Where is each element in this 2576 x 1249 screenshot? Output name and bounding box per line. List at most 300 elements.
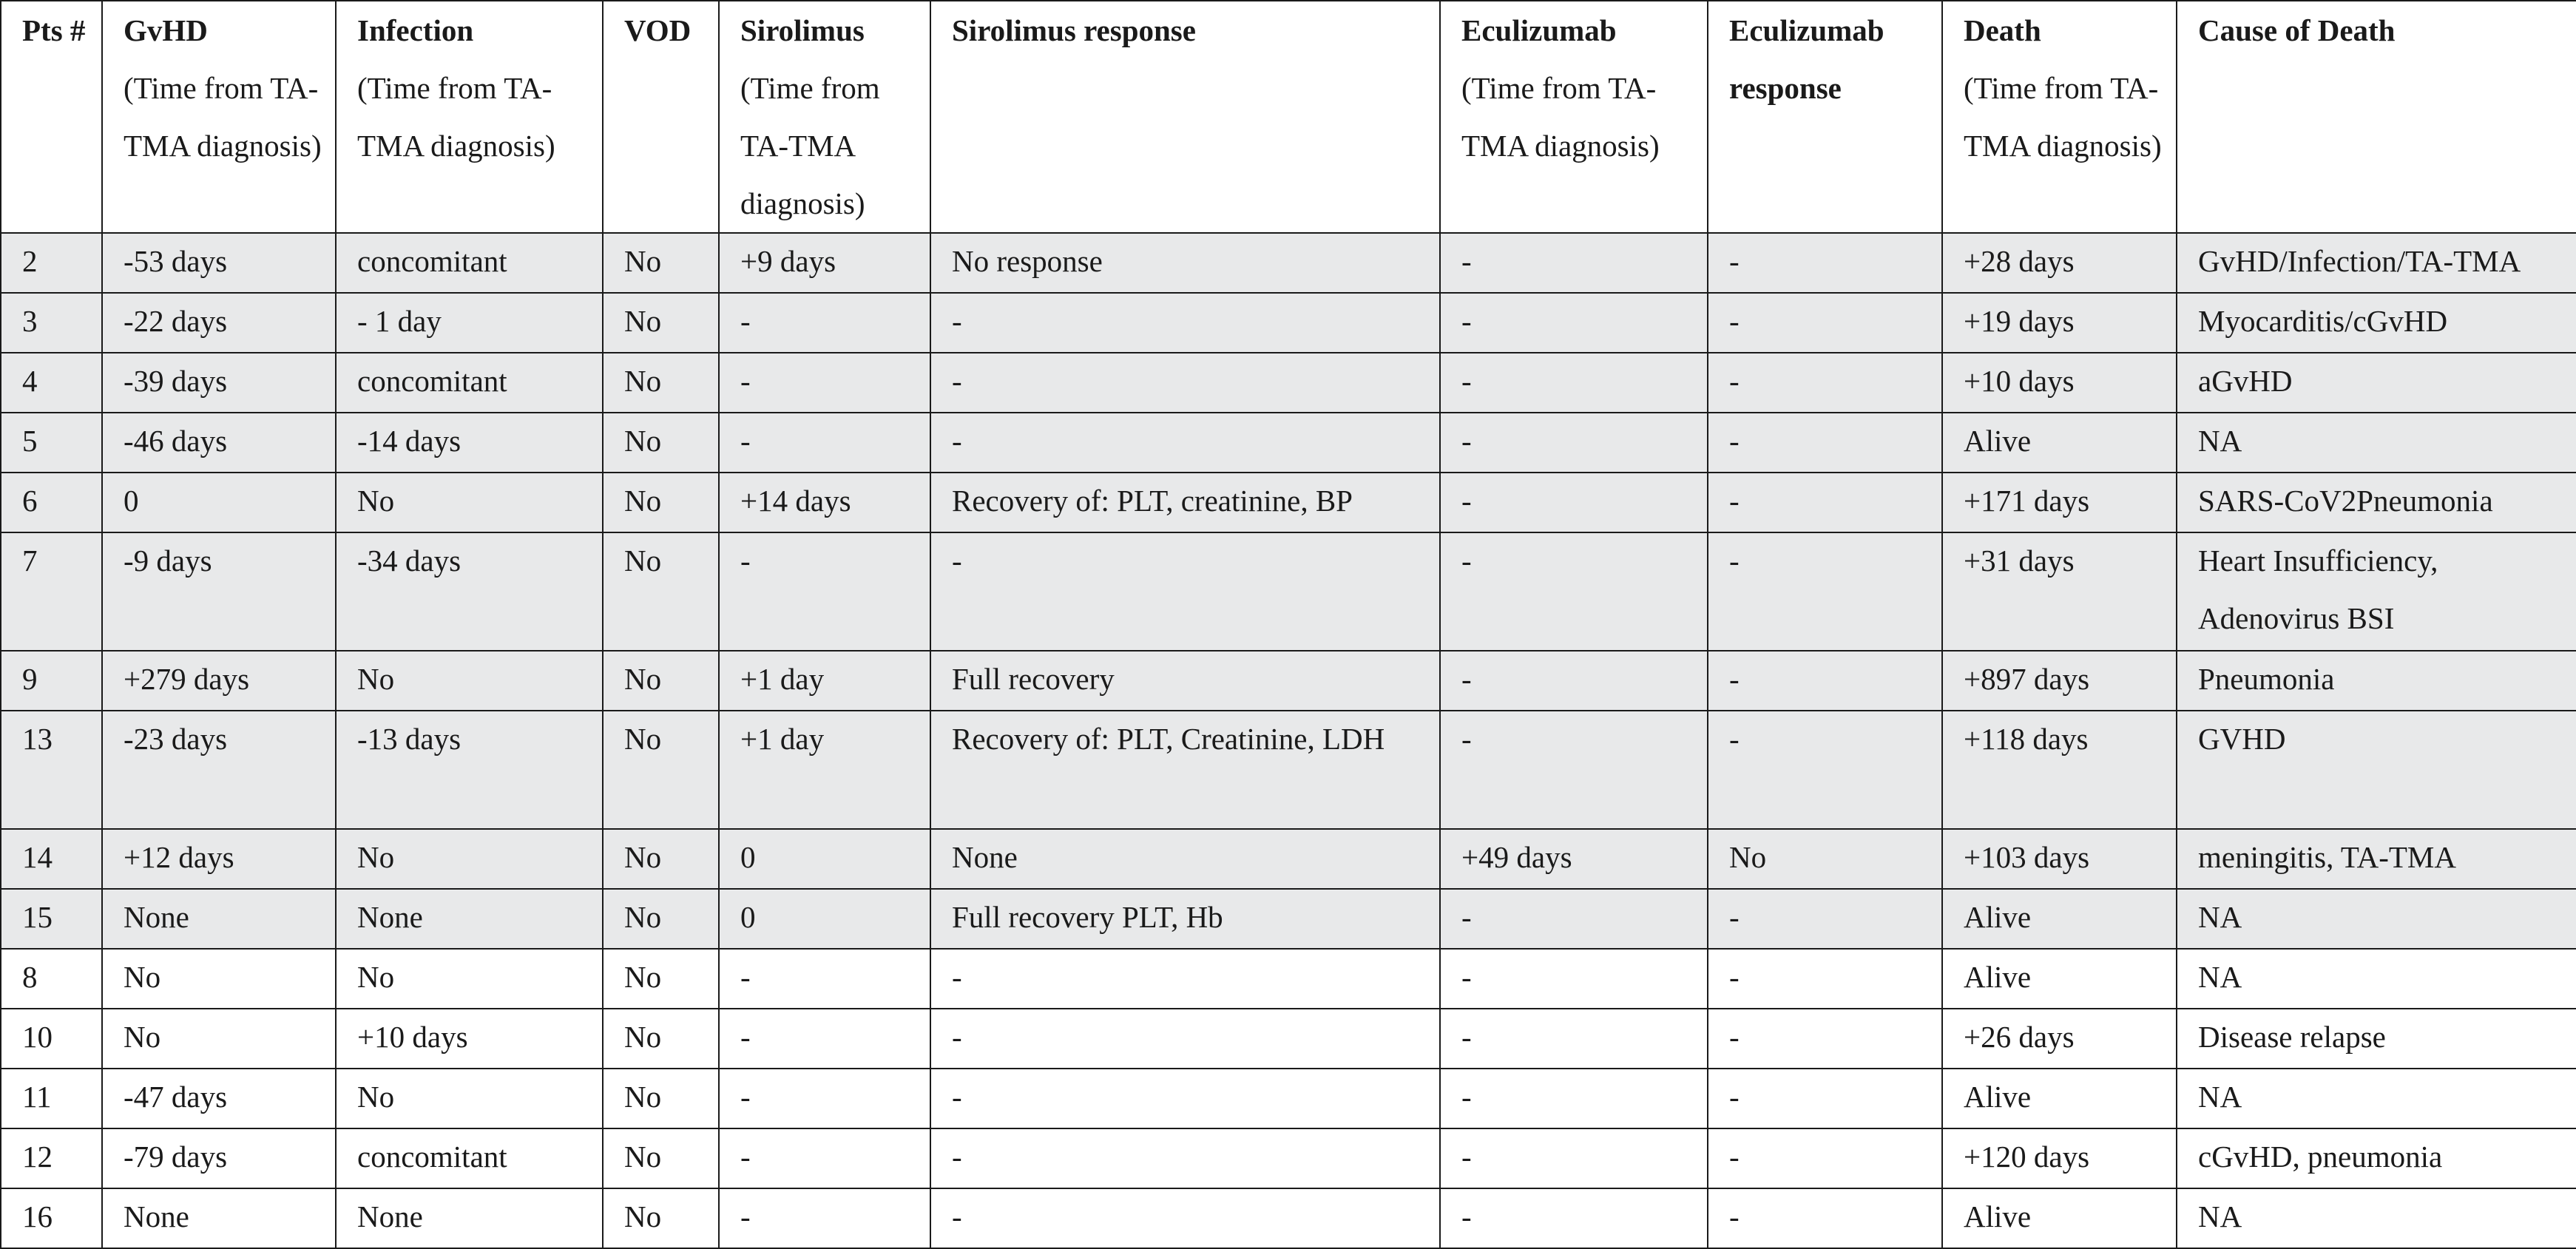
table-cell <box>336 711 603 829</box>
table-cell <box>603 353 719 413</box>
table-row <box>1 532 2576 651</box>
column-header-title: Cause of Death <box>2198 13 2396 47</box>
table-cell <box>1 1188 102 1248</box>
table-row <box>1 233 2576 293</box>
table-cell <box>930 889 1440 949</box>
column-header <box>603 1 719 233</box>
table-cell <box>336 293 603 353</box>
table-header-row <box>1 1 2576 233</box>
table-cell <box>930 1188 1440 1248</box>
table-cell <box>930 1069 1440 1128</box>
cell-text: No <box>624 364 662 398</box>
table-cell <box>336 532 603 651</box>
table-cell <box>1440 889 1708 949</box>
cell-text: - <box>952 544 962 578</box>
cell-text: No <box>357 484 395 518</box>
cell-text: - <box>740 1080 751 1114</box>
cell-text: 16 <box>22 1199 53 1233</box>
table-cell <box>102 1069 336 1128</box>
table-cell <box>336 1069 603 1128</box>
table-cell <box>719 473 930 532</box>
cell-text: - <box>740 1199 751 1233</box>
cell-text: - <box>740 1140 751 1174</box>
column-header <box>930 1 1440 233</box>
cell-text: - <box>1461 1140 1472 1174</box>
cell-text: - <box>1729 960 1740 994</box>
table-cell <box>1708 1069 1942 1128</box>
table-row <box>1 949 2576 1009</box>
cell-text: - <box>740 364 751 398</box>
table-cell <box>603 1188 719 1248</box>
table-row <box>1 1009 2576 1069</box>
cell-text: - <box>740 1020 751 1054</box>
table-cell <box>719 532 930 651</box>
cell-text: 11 <box>22 1080 52 1114</box>
column-header <box>1440 1 1708 233</box>
cell-text: +49 days <box>1461 840 1572 874</box>
table-cell <box>336 829 603 889</box>
cell-text: +19 days <box>1964 304 2075 338</box>
table-cell <box>102 233 336 293</box>
table-cell <box>719 293 930 353</box>
table-cell <box>1942 353 2177 413</box>
table-cell <box>2177 829 2576 889</box>
cell-text: GVHD <box>2198 722 2286 756</box>
column-header-subtitle: (Time from TA-TMA diagnosis) <box>124 71 322 163</box>
table-cell <box>336 889 603 949</box>
cell-text: NA <box>2198 1199 2242 1233</box>
cell-text: No <box>624 840 662 874</box>
table-cell <box>1 1009 102 1069</box>
table-cell <box>1708 711 1942 829</box>
table-cell <box>603 829 719 889</box>
cell-text: - <box>1461 960 1472 994</box>
cell-text: - <box>1729 424 1740 458</box>
table-cell <box>2177 1188 2576 1248</box>
cell-text: Pneumonia <box>2198 662 2335 696</box>
column-header-title: Infection <box>357 13 474 47</box>
table-row <box>1 829 2576 889</box>
table-cell <box>1708 233 1942 293</box>
cell-text: 0 <box>740 840 756 874</box>
table-cell <box>1708 1188 1942 1248</box>
cell-text: - <box>1461 244 1472 278</box>
table-cell <box>102 532 336 651</box>
table-cell <box>1440 1188 1708 1248</box>
cell-text: concomitant <box>357 244 507 278</box>
table-cell <box>1942 829 2177 889</box>
cell-text: - <box>952 304 962 338</box>
table-cell <box>102 1009 336 1069</box>
cell-text: 5 <box>22 424 38 458</box>
table-cell <box>1708 829 1942 889</box>
table-cell <box>2177 233 2576 293</box>
table-cell <box>1440 651 1708 711</box>
cell-text: - <box>952 1140 962 1174</box>
cell-text: - <box>1461 544 1472 578</box>
column-header <box>719 1 930 233</box>
cell-text: No <box>624 960 662 994</box>
cell-text: SARS-CoV2Pneumonia <box>2198 484 2493 518</box>
cell-text: -53 days <box>124 244 228 278</box>
cell-text: 2 <box>22 244 38 278</box>
table-cell <box>1942 532 2177 651</box>
table-cell <box>1708 353 1942 413</box>
cell-text: No <box>357 662 395 696</box>
cell-text: -9 days <box>124 544 212 578</box>
table-cell <box>102 413 336 473</box>
cell-text: +26 days <box>1964 1020 2075 1054</box>
cell-text: 7 <box>22 544 38 578</box>
table-cell <box>930 473 1440 532</box>
cell-text: No <box>357 1080 395 1114</box>
cell-text: 10 <box>22 1020 53 1054</box>
table-body <box>1 233 2576 1248</box>
table-cell <box>1440 1069 1708 1128</box>
cell-text: 15 <box>22 900 53 934</box>
table-cell <box>930 233 1440 293</box>
column-header-title: Death <box>1964 13 2041 47</box>
table-cell <box>2177 353 2576 413</box>
table-cell <box>603 1128 719 1188</box>
cell-text: No <box>624 544 662 578</box>
table-cell <box>930 711 1440 829</box>
table-cell <box>603 473 719 532</box>
cell-text: Full recovery PLT, Hb <box>952 900 1223 934</box>
cell-text: +897 days <box>1964 662 2090 696</box>
table-cell <box>1440 473 1708 532</box>
table-cell <box>930 829 1440 889</box>
cell-text: Alive <box>1964 900 2032 934</box>
table-cell <box>102 1128 336 1188</box>
table-cell <box>336 1009 603 1069</box>
cell-text: +28 days <box>1964 244 2075 278</box>
cell-text: Heart Insufficiency, Adenovirus BSI <box>2198 544 2438 635</box>
table-row <box>1 353 2576 413</box>
cell-text: 3 <box>22 304 38 338</box>
table-cell <box>1 1069 102 1128</box>
cell-text: Alive <box>1964 1080 2032 1114</box>
cell-text: - <box>1729 304 1740 338</box>
column-header-title: Sirolimus <box>740 13 865 47</box>
cell-text: - <box>1729 1199 1740 1233</box>
table-cell <box>1 711 102 829</box>
column-header <box>1708 1 1942 233</box>
cell-text: NA <box>2198 960 2242 994</box>
cell-text: -14 days <box>357 424 462 458</box>
cell-text: None <box>124 900 189 934</box>
cell-text: No <box>624 1199 662 1233</box>
table-row <box>1 413 2576 473</box>
table-cell <box>930 651 1440 711</box>
table-cell <box>102 829 336 889</box>
cell-text: - <box>1729 722 1740 756</box>
table-cell <box>1942 293 2177 353</box>
table-cell <box>1 293 102 353</box>
table-cell <box>1440 829 1708 889</box>
cell-text: Recovery of: PLT, Creatinine, LDH <box>952 722 1385 756</box>
table-cell <box>1942 889 2177 949</box>
table-cell <box>336 949 603 1009</box>
table-cell <box>1708 532 1942 651</box>
table-cell <box>1942 473 2177 532</box>
cell-text: +279 days <box>124 662 250 696</box>
table-cell <box>719 651 930 711</box>
table-cell <box>1 353 102 413</box>
cell-text: Disease relapse <box>2198 1020 2386 1054</box>
cell-text: -23 days <box>124 722 228 756</box>
table-cell <box>2177 1128 2576 1188</box>
table-cell <box>1 413 102 473</box>
cell-text: Alive <box>1964 1199 2032 1233</box>
table-cell <box>336 233 603 293</box>
cell-text: NA <box>2198 1080 2242 1114</box>
table-cell <box>1708 293 1942 353</box>
table-row <box>1 473 2576 532</box>
cell-text: concomitant <box>357 1140 507 1174</box>
cell-text: +12 days <box>124 840 234 874</box>
cell-text: 12 <box>22 1140 53 1174</box>
table-cell <box>336 353 603 413</box>
table-cell <box>1 473 102 532</box>
column-header <box>1 1 102 233</box>
table-cell <box>1440 233 1708 293</box>
table-cell <box>1708 889 1942 949</box>
cell-text: No <box>624 1020 662 1054</box>
cell-text: -79 days <box>124 1140 228 1174</box>
cell-text: -34 days <box>357 544 462 578</box>
cell-text: - <box>952 1080 962 1114</box>
cell-text: - <box>952 424 962 458</box>
table-cell <box>719 711 930 829</box>
cell-text: +10 days <box>357 1020 468 1054</box>
cell-text: None <box>357 1199 423 1233</box>
cell-text: aGvHD <box>2198 364 2293 398</box>
cell-text: No <box>624 244 662 278</box>
cell-text: No <box>357 840 395 874</box>
table-cell <box>719 829 930 889</box>
table-cell <box>2177 532 2576 651</box>
cell-text: No <box>624 1080 662 1114</box>
table-cell <box>1440 353 1708 413</box>
cell-text: - <box>1729 244 1740 278</box>
cell-text: - <box>1461 1080 1472 1114</box>
table-cell <box>2177 413 2576 473</box>
cell-text: +1 day <box>740 722 825 756</box>
cell-text: - <box>952 1020 962 1054</box>
table-cell <box>2177 473 2576 532</box>
table-cell <box>719 1009 930 1069</box>
table-cell <box>2177 293 2576 353</box>
cell-text: - <box>1729 1140 1740 1174</box>
table-cell <box>102 293 336 353</box>
cell-text: -39 days <box>124 364 228 398</box>
cell-text: - <box>1461 1199 1472 1233</box>
table-cell <box>930 413 1440 473</box>
table-row <box>1 1069 2576 1128</box>
column-header <box>2177 1 2576 233</box>
table-cell <box>1942 233 2177 293</box>
column-header-subtitle: (Time from TA-TMA diagnosis) <box>740 71 880 220</box>
table-cell <box>1 889 102 949</box>
cell-text: - 1 day <box>357 304 442 338</box>
column-header <box>336 1 603 233</box>
table-cell <box>2177 1009 2576 1069</box>
column-header-subtitle: (Time from TA-TMA diagnosis) <box>357 71 555 163</box>
table-cell <box>719 1069 930 1128</box>
cell-text: -46 days <box>124 424 228 458</box>
cell-text: No response <box>952 244 1103 278</box>
column-header-title: Eculizumab response <box>1729 13 1884 105</box>
cell-text: None <box>357 900 423 934</box>
table-cell <box>102 651 336 711</box>
cell-text: +120 days <box>1964 1140 2090 1174</box>
cell-text: No <box>124 1020 161 1054</box>
table-cell <box>1440 413 1708 473</box>
table-cell <box>719 1188 930 1248</box>
table-cell <box>2177 1069 2576 1128</box>
cell-text: +171 days <box>1964 484 2090 518</box>
table-cell <box>603 949 719 1009</box>
cell-text: None <box>124 1199 189 1233</box>
table-cell <box>336 413 603 473</box>
cell-text: -22 days <box>124 304 228 338</box>
table-cell <box>603 1009 719 1069</box>
table-cell <box>1 233 102 293</box>
table-cell <box>603 889 719 949</box>
table-cell <box>1 949 102 1009</box>
cell-text: - <box>1461 364 1472 398</box>
table-cell <box>336 1128 603 1188</box>
table-cell <box>2177 889 2576 949</box>
table-row <box>1 1128 2576 1188</box>
table-cell <box>1440 532 1708 651</box>
table-cell <box>603 1069 719 1128</box>
table-cell <box>930 1009 1440 1069</box>
cell-text: GvHD/Infection/TA-TMA <box>2198 244 2521 278</box>
cell-text: - <box>1729 900 1740 934</box>
table-cell <box>2177 651 2576 711</box>
table-cell <box>1708 473 1942 532</box>
cell-text: - <box>1461 662 1472 696</box>
cell-text: NA <box>2198 424 2242 458</box>
cell-text: - <box>952 364 962 398</box>
cell-text: Recovery of: PLT, creatinine, BP <box>952 484 1353 518</box>
cell-text: +9 days <box>740 244 836 278</box>
table-cell <box>1440 949 1708 1009</box>
table-cell <box>1942 1009 2177 1069</box>
table-cell <box>102 353 336 413</box>
table-cell <box>336 473 603 532</box>
cell-text: +10 days <box>1964 364 2075 398</box>
column-header-title: Pts # <box>22 13 86 47</box>
cell-text: Myocarditis/cGvHD <box>2198 304 2448 338</box>
cell-text: NA <box>2198 900 2242 934</box>
table-cell <box>102 711 336 829</box>
table-row <box>1 889 2576 949</box>
table-cell <box>336 1188 603 1248</box>
table-cell <box>1942 1069 2177 1128</box>
cell-text: - <box>1729 662 1740 696</box>
cell-text: No <box>624 304 662 338</box>
cell-text: Full recovery <box>952 662 1115 696</box>
table-cell <box>930 353 1440 413</box>
cell-text: 8 <box>22 960 38 994</box>
table-cell <box>1942 1188 2177 1248</box>
table-cell <box>1708 949 1942 1009</box>
table-cell <box>1942 651 2177 711</box>
cell-text: +1 day <box>740 662 825 696</box>
cell-text: No <box>624 662 662 696</box>
table-cell <box>102 473 336 532</box>
cell-text: No <box>624 424 662 458</box>
table-cell <box>1708 651 1942 711</box>
table-cell <box>719 233 930 293</box>
table-cell <box>1440 1009 1708 1069</box>
cell-text: -47 days <box>124 1080 228 1114</box>
cell-text: - <box>1461 722 1472 756</box>
table-row <box>1 1188 2576 1248</box>
table-cell <box>1942 711 2177 829</box>
cell-text: - <box>952 960 962 994</box>
table-cell <box>1708 1009 1942 1069</box>
table-cell <box>2177 711 2576 829</box>
cell-text: No <box>357 960 395 994</box>
table-cell <box>1440 1128 1708 1188</box>
table-cell <box>1708 413 1942 473</box>
cell-text: 9 <box>22 662 38 696</box>
cell-text: - <box>1729 364 1740 398</box>
table-cell <box>719 1128 930 1188</box>
cell-text: - <box>952 1199 962 1233</box>
table-row <box>1 651 2576 711</box>
table-cell <box>1 651 102 711</box>
table-cell <box>102 889 336 949</box>
cell-text: - <box>740 960 751 994</box>
cell-text: No <box>624 722 662 756</box>
cell-text: Alive <box>1964 960 2032 994</box>
cell-text: - <box>1461 900 1472 934</box>
cell-text: meningitis, TA-TMA <box>2198 840 2457 874</box>
table-cell <box>930 293 1440 353</box>
table-cell <box>1942 413 2177 473</box>
cell-text: - <box>1729 1020 1740 1054</box>
table-row <box>1 293 2576 353</box>
cell-text: 6 <box>22 484 38 518</box>
cell-text: - <box>1729 544 1740 578</box>
column-header-title: VOD <box>624 13 692 47</box>
table-cell <box>930 949 1440 1009</box>
cell-text: - <box>1729 1080 1740 1114</box>
table-cell <box>1 532 102 651</box>
cell-text: +103 days <box>1964 840 2090 874</box>
column-header-subtitle: (Time from TA-TMA diagnosis) <box>1964 71 2162 163</box>
column-header <box>1942 1 2177 233</box>
table-cell <box>1 1128 102 1188</box>
table-cell <box>603 413 719 473</box>
table-cell <box>1440 711 1708 829</box>
column-header-title: Eculizumab <box>1461 13 1617 47</box>
cell-text: No <box>624 1140 662 1174</box>
column-header-subtitle: (Time from TA-TMA diagnosis) <box>1461 71 1660 163</box>
table-cell <box>603 293 719 353</box>
cell-text: - <box>740 304 751 338</box>
cell-text: No <box>624 484 662 518</box>
cell-text: - <box>1461 1020 1472 1054</box>
cell-text: 4 <box>22 364 38 398</box>
cell-text: No <box>624 900 662 934</box>
table-cell <box>719 353 930 413</box>
